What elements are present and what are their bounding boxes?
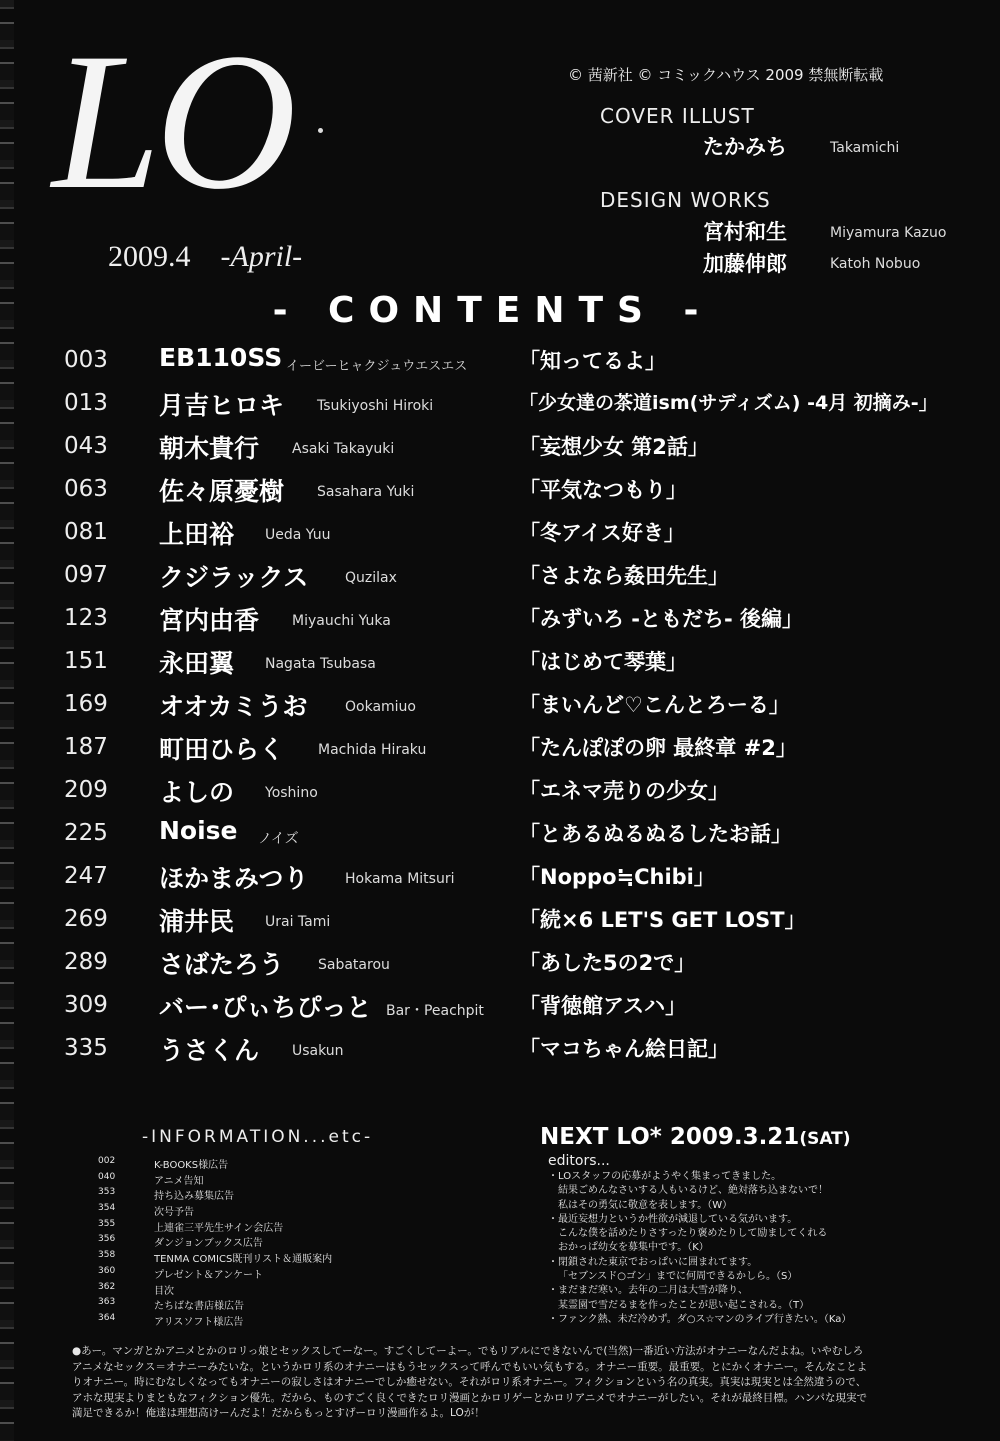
toc-story-title: 「さよなら姦田先生」 [519, 564, 729, 588]
toc-story-title: 「続×6 LET'S GET LOST」 [519, 908, 806, 932]
info-text: TENMA COMICS既刊リスト＆通販案内 [154, 1254, 333, 1266]
toc-author: 月吉ヒロキ [159, 391, 285, 420]
designer-romaji: Miyamura Kazuo [830, 225, 947, 241]
toc-page-number: 289 [64, 949, 108, 975]
editors-heading: editors... [548, 1153, 610, 1169]
editor-note-line: 結果ごめんなさいする人もいるけど、絶対落ち込まないで！ [558, 1185, 828, 1197]
info-text: 目次 [154, 1285, 174, 1297]
footer-line: アニメなセックス＝オナニーみたいな。というかロリ系のオナニーはもうセックスって呼んでもいい気もする。オナニー重要。最重要。とにかくオナニー。そんなことよ [72, 1360, 868, 1373]
toc-story-title: 「知ってるよ」 [519, 349, 666, 373]
toc-author: 永田翼 [159, 649, 235, 678]
designer-name: 宮村和生 [703, 220, 787, 244]
toc-row[interactable] [0, 343, 1000, 385]
toc-author-romaji: イービーヒャクジュウエスエス [286, 359, 468, 374]
footer-line: 満足できるか！俺達は理想高けーんだよ！だからもっとすげーロリ漫画作るよ。LOが！ [72, 1407, 485, 1419]
cover-illust-name: たかみち [703, 135, 787, 159]
designer-romaji: Katoh Nobuo [830, 256, 921, 272]
toc-story-title: 「エネマ売りの少女」 [519, 779, 729, 803]
toc-page-number: 169 [64, 691, 108, 717]
toc-row[interactable] [0, 773, 1000, 815]
toc-author: 町田ひらく [159, 735, 285, 764]
toc-story-title: 「平気なつもり」 [519, 478, 687, 502]
toc-author: EB110SS [159, 343, 283, 372]
editor-note-line: 「セブンスド○ゴン」までに何周できるかしら。（S） [558, 1271, 798, 1283]
toc-author-romaji: Sabatarou [318, 957, 390, 973]
next-issue-label: NEXT LO* 2009.3.21 [540, 1124, 800, 1150]
toc-page-number: 209 [64, 777, 108, 803]
toc-author: オオカミうお [159, 692, 308, 721]
toc-story-title: 「たんぽぽの卵 最終章 #2」 [519, 736, 797, 760]
info-page-number: 364 [98, 1312, 116, 1323]
toc-page-number: 225 [64, 820, 108, 846]
information-heading: -INFORMATION...etc- [142, 1127, 374, 1147]
toc-author: さばたろう [159, 950, 285, 979]
toc-page-number: 309 [64, 992, 108, 1018]
editor-note-line: ・ファンク熱、未だ冷めず。ダ○ス☆マンのライブ行きたい。（Ka） [548, 1313, 852, 1325]
toc-author-romaji: Quzilax [345, 570, 397, 586]
toc-author: ほかまみつり [159, 864, 309, 893]
toc-row[interactable] [0, 816, 1000, 858]
toc-page-number: 081 [64, 519, 108, 545]
toc-author-romaji: Nagata Tsubasa [265, 656, 376, 672]
toc-row[interactable] [0, 601, 1000, 643]
issue-month: -April- [220, 240, 303, 273]
toc-story-title: 「みずいろ -ともだち- 後編」 [519, 607, 804, 631]
editor-note-line: こんな僕を話めたりさすったり褒めたりして励ましてくれる [558, 1228, 828, 1240]
info-page-number: 358 [98, 1250, 116, 1261]
cover-illust-label: COVER ILLUST [600, 104, 755, 128]
toc-author-romaji: Miyauchi Yuka [292, 613, 391, 629]
toc-author-romaji: Ueda Yuu [265, 527, 331, 543]
editor-note-line: おかっぱ幼女を募集中です。（K） [558, 1242, 709, 1254]
contents-heading: - CONTENTS - [272, 290, 713, 331]
toc-story-title: 「まいんど♡こんとろーる」 [519, 693, 790, 717]
toc-author-romaji: ノイズ [258, 831, 299, 847]
toc-page-number: 269 [64, 906, 108, 932]
toc-row[interactable] [0, 945, 1000, 987]
copyright-notice: © 茜新社 © コミックハウス 2009 禁無断転載 [568, 66, 884, 84]
toc-row[interactable] [0, 730, 1000, 772]
design-works-label: DESIGN WORKS [600, 188, 771, 212]
toc-author: バー･ぴぃちぴっと [159, 993, 372, 1022]
editor-note-line: ・閉鎖された東京でおっぱいに囲まれてます。 [548, 1256, 758, 1268]
cover-illust-romaji: Takamichi [830, 140, 900, 156]
toc-row[interactable] [0, 859, 1000, 901]
info-text: ダンジョンブックス広告 [154, 1238, 263, 1250]
toc-author: クジラックス [159, 563, 309, 592]
toc-row[interactable] [0, 558, 1000, 600]
toc-page-number: 247 [64, 863, 108, 889]
info-page-number: 362 [98, 1281, 116, 1292]
editor-note-line: ・まだまだ寒い。去年の二月は大雪が降り、 [548, 1285, 748, 1297]
info-text: アニメ告知 [154, 1175, 204, 1187]
designer-name: 加藤伸郎 [703, 252, 787, 276]
toc-story-title: 「Noppo≒Chibi」 [519, 865, 715, 889]
info-text: K-BOOKS様広告 [154, 1160, 229, 1171]
toc-page-number: 043 [64, 433, 108, 459]
info-page-number: 354 [98, 1203, 116, 1214]
toc-story-title: 「背徳館アスハ」 [519, 994, 687, 1018]
issue-number: 2009.4 [108, 240, 191, 273]
toc-page-number: 097 [64, 562, 108, 588]
toc-row[interactable] [0, 1031, 1000, 1073]
toc-author: 佐々原憂樹 [159, 477, 285, 506]
toc-author-romaji: Hokama Mitsuri [345, 871, 455, 887]
info-text: 次号予告 [154, 1207, 194, 1219]
info-text: プレゼント＆アンケート [154, 1269, 263, 1281]
toc-row[interactable] [0, 472, 1000, 514]
toc-author-romaji: Ookamiuo [345, 699, 416, 715]
toc-page-number: 063 [64, 476, 108, 502]
toc-row[interactable] [0, 902, 1000, 944]
info-text: アリスソフト様広告 [154, 1316, 244, 1328]
footer-line: アホな現実よりまともなフィクション優先。だから、ものすごく良くできたロリ漫画とかロリゲーとかロリアニメでオナニーがしたい。それが最終目標。ハンパな現実で [72, 1391, 868, 1404]
info-page-number: 002 [98, 1156, 116, 1166]
toc-author: 宮内由香 [159, 606, 260, 635]
toc-row[interactable] [0, 988, 1000, 1030]
toc-page-number: 013 [64, 390, 108, 416]
toc-story-title: 「マコちゃん絵日記」 [519, 1037, 729, 1061]
toc-story-title: 「とあるぬるぬるしたお話」 [519, 822, 792, 846]
toc-row[interactable] [0, 687, 1000, 729]
toc-row[interactable] [0, 644, 1000, 686]
toc-story-title: 「妄想少女 第2話」 [519, 435, 709, 459]
footer-line: ●あー。マンガとかアニメとかのロリっ娘とセックスしてーなー。すごくしてーよー。でもリアルにできないんで(当然)一番近い方法がオナニーなんだよね。いやむしろ [72, 1345, 864, 1357]
toc-row[interactable] [0, 515, 1000, 557]
info-text: たちばな書店様広告 [154, 1301, 244, 1313]
footer-line: りオナニー。時にむなしくなってもオナニーの寂しさはオナニーでしか癒せない。それがロリ系オナニー。フィクションという名の真実。真実は現実とは全然違うので、 [72, 1376, 867, 1388]
toc-page-number: 123 [64, 605, 108, 631]
info-text: 上連雀三平先生サイン会広告 [154, 1222, 284, 1234]
toc-author-romaji: Usakun [292, 1043, 344, 1059]
info-page-number: 363 [98, 1297, 116, 1308]
magazine-logo: LO [52, 13, 291, 230]
issue-date [108, 240, 302, 274]
info-text: 持ち込み募集広告 [154, 1191, 234, 1203]
toc-story-title: 「冬アイス好き」 [519, 521, 685, 545]
toc-row[interactable] [0, 429, 1000, 471]
toc-page-number: 335 [64, 1035, 108, 1061]
toc-author-romaji: Urai Tami [265, 914, 331, 930]
footer-message [72, 1344, 922, 1422]
info-page-number: 356 [98, 1234, 116, 1245]
logo-dot [318, 128, 323, 133]
toc-author: 上田裕 [159, 520, 235, 549]
next-issue-day: (SAT) [799, 1129, 851, 1149]
toc-author-romaji: Bar・Peachpit [386, 1003, 484, 1019]
toc-row[interactable] [0, 386, 1000, 428]
info-page-number: 353 [98, 1187, 116, 1198]
info-page-number: 355 [98, 1218, 116, 1229]
toc-page-number: 187 [64, 734, 108, 760]
toc-author-romaji: Sasahara Yuki [317, 484, 415, 500]
toc-author-romaji: Tsukiyoshi Hiroki [317, 398, 434, 414]
editor-note-line: 某霊園で雪だるまを作ったことが思い起こされる。（T） [558, 1299, 810, 1311]
info-page-number: 360 [98, 1265, 116, 1276]
editor-note-line: 私はその勇気に敬意を表します。（W） [558, 1199, 733, 1211]
toc-author: 朝木貴行 [159, 434, 260, 463]
toc-author-romaji: Machida Hiraku [318, 742, 427, 758]
toc-page-number: 003 [64, 347, 108, 373]
toc-author: よしの [159, 778, 235, 807]
toc-author: Noise [159, 816, 238, 845]
editors-notes [548, 1170, 988, 1327]
toc-author-romaji: Yoshino [265, 785, 318, 801]
next-issue-date [540, 1124, 851, 1150]
editor-note-line: ・最近妄想力というか性欲が減退している気がいます。 [548, 1213, 798, 1225]
toc-author: うさくん [159, 1036, 260, 1065]
info-page-number: 040 [98, 1171, 116, 1182]
toc-story-title: 「少女達の茶道ism(サディズム) -4月 初摘み-」 [519, 392, 938, 414]
toc-author: 浦井民 [159, 907, 235, 936]
toc-story-title: 「あした5の2で」 [519, 951, 696, 975]
toc-page-number: 151 [64, 648, 108, 674]
editor-note-line: ・LOスタッフの応募がようやく集まってきました。 [548, 1171, 782, 1182]
toc-author-romaji: Asaki Takayuki [292, 441, 395, 457]
toc-story-title: 「はじめて琴葉」 [519, 650, 687, 674]
